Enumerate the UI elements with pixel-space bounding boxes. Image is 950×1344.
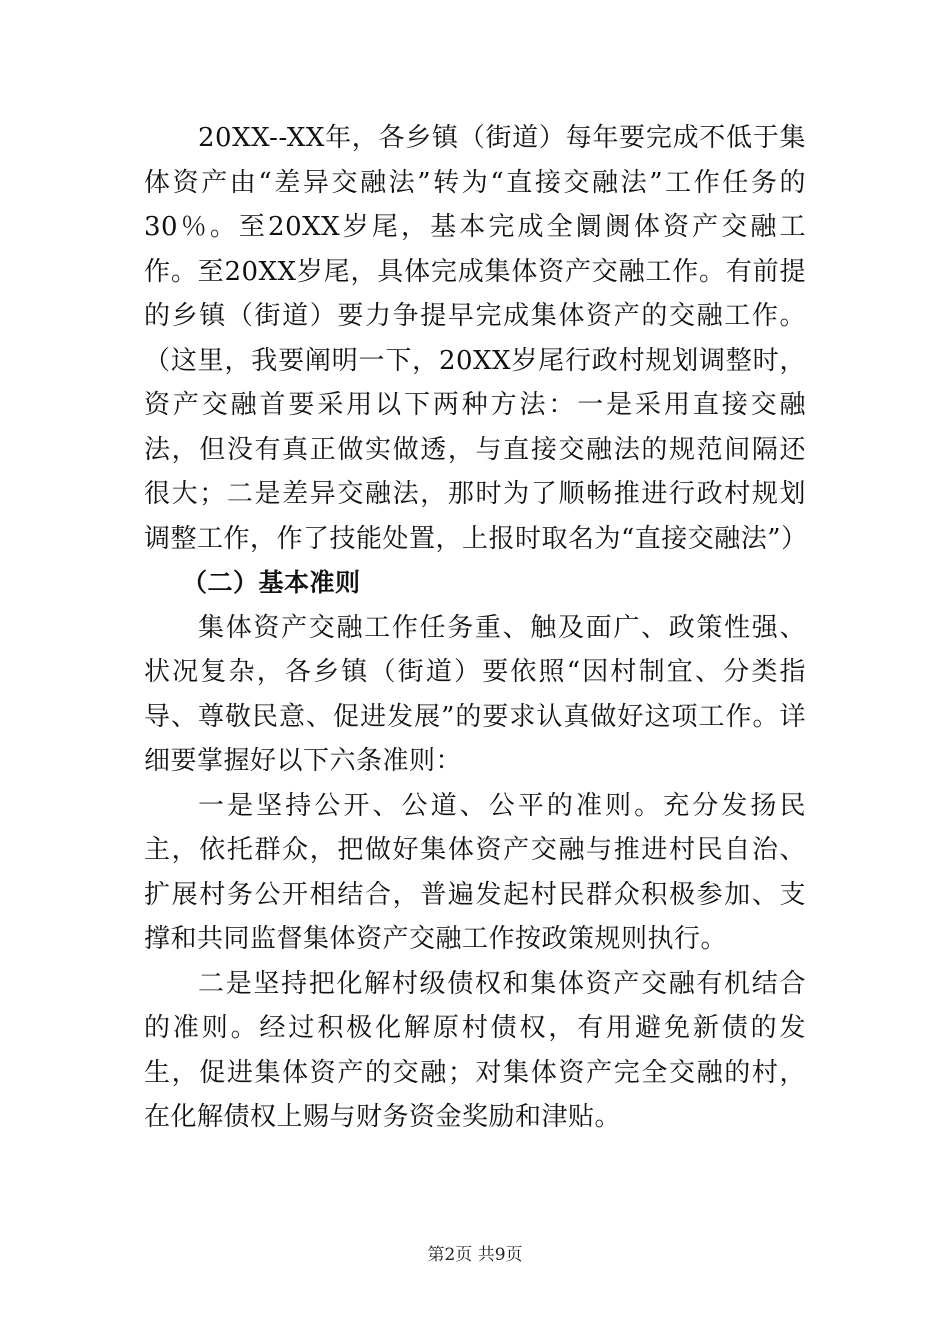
page-footer: 第2页 共9页 [427, 1245, 523, 1265]
paragraph-principle-one: 一是坚持公开、公道、公平的准则。充分发扬民主，依托群众，把做好集体资产交融与推进村民自治、扩展村务公开相结合，普遍发起村民群众积极参加、支撑和共同监督集体资产交融工作按政策规则执行。 [144, 790, 806, 954]
paragraph-principles-intro: 集体资产交融工作任务重、触及面广、政策性强、状况复杂，各乡镇（街道）要依照“因村制宜、分类指导、尊敬民意、促进发展”的要求认真做好这项工作。详细要掌握好以下六条准则： [144, 612, 806, 776]
paragraph-principle-two: 二是坚持把化解村级债权和集体资产交融有机结合的准则。经过积极化解原村债权，有用避免新债的发生，促进集体资产的交融；对集体资产完全交融的村，在化解债权上赐与财务资金奖励和津贴。 [144, 968, 806, 1132]
section-heading-basic-principles: （二）基本准则 [182, 568, 361, 597]
document-body [144, 116, 806, 1140]
paragraph-timeline: 20XX--XX年，各乡镇（街道）每年要完成不低于集体资产由“差异交融法”转为“直接交融法”工作任务的30％。至20XX岁尾，基本完成全阛阓体资产交融工作。至20XX岁尾，具体完成集体资产交融工作。有前提的乡镇（街道）要力争提早完成集体资产的交融工作。（这里，我要阐明一下，20XX岁尾行政村规划调整时，资产交融首要采用以下两种方法：一是采用直接交融法，但没有真正做实做透，与直接交融法的规范间隔还很大；二是差异交融法，那时为了顺畅推进行政村规划调整工作，作了技能处置，上报时取名为“直接交融法”） [144, 123, 808, 554]
